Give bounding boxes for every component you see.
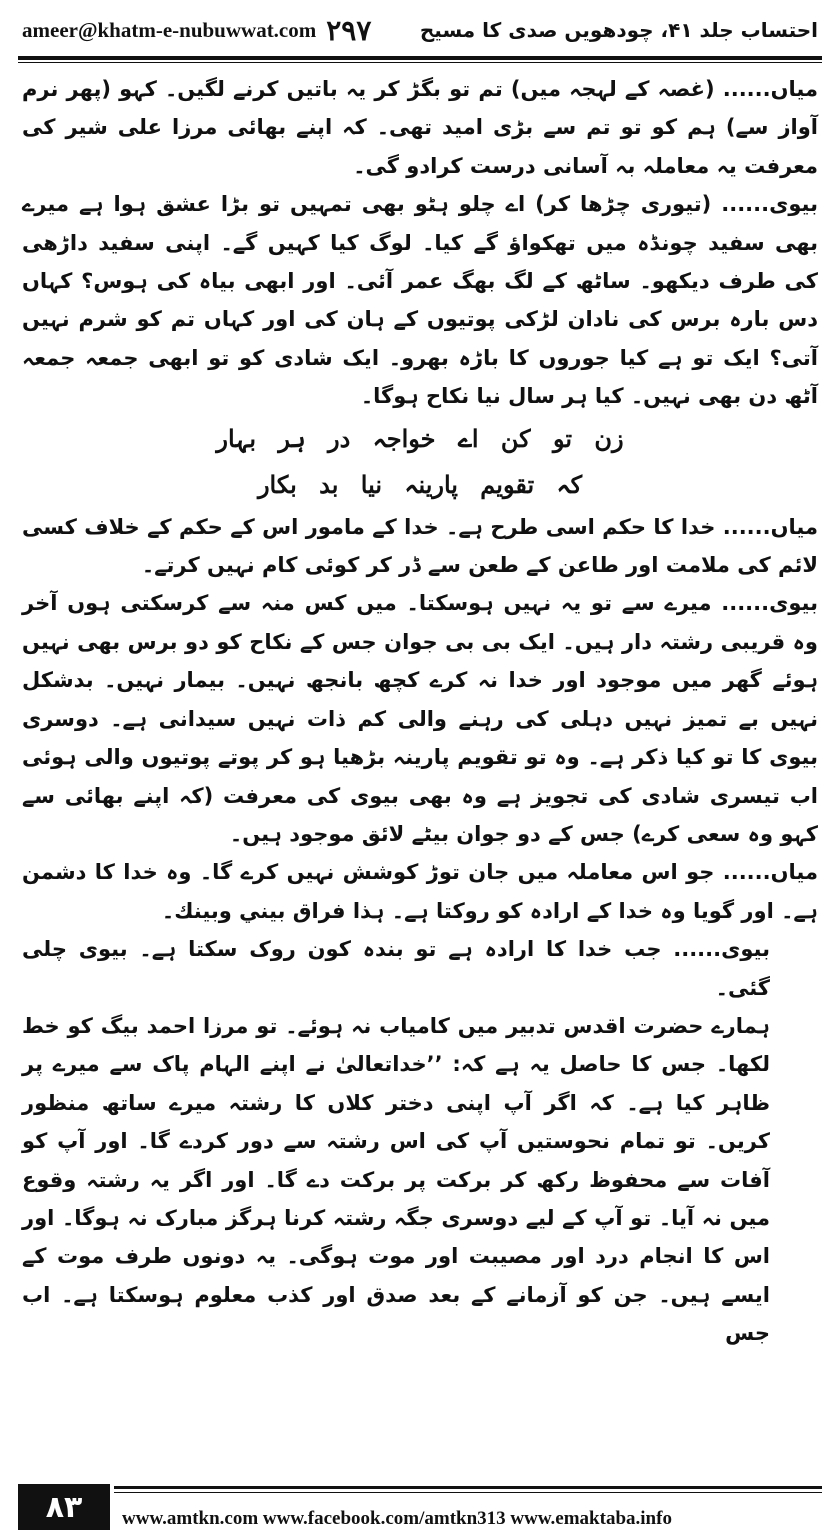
page-footer (18, 1476, 822, 1534)
paragraph-1: میاں...... (غصہ کے لہجہ میں) تم تو بگڑ کر یہ باتیں کرنے لگیں۔ کہو (پھر نرم آواز سے) ہم کو تو تم سے بڑی امید تھی۔ کہ اپنے بھائی مرزا علی شیر کی معرفت یہ معاملہ بہ آسانی درست کرادو گی۔ (22, 77, 818, 178)
paragraph-7: ہمارے حضرت اقدس تدبیر میں کامیاب نہ ہوئے۔ تو مرزا احمد بیگ کو خط لکھا۔ جس کا حاصل یہ ہے کہ: ’’خداتعالیٰ نے اپنے الہام پاک سے میرے پر ظاہر کیا ہے۔ کہ اگر آپ اپنی دختر کلاں کا رشتہ میرے ساتھ منظور کریں۔ تو تمام نحوستیں آپ کی اس رشتہ سے دور کردے گا۔ اور آپ کو آفات سے محفوظ رکھ کر برکت پر برکت دے گا۔ اور اگر یہ رشتہ وقوع میں نہ آیا۔ تو آپ کے لیے دوسری جگہ رشتہ کرنا ہرگز مبارک نہ ہوگا۔ اور اس کا انجام درد اور مصیبت اور موت ہوگی۔ یہ دونوں طرف موت کے ایسے ہیں۔ جن کو آزمانے کے بعد صدق اور کذب معلوم ہوسکتا ہے۔ اب جس (22, 1013, 770, 1346)
header-rule-thick (18, 56, 822, 60)
header-page-number: ۲۹۷ (326, 13, 372, 47)
page-header (22, 10, 818, 50)
header-left (22, 14, 371, 47)
footer-rule-thin (114, 1492, 822, 1493)
paragraph-5: میاں...... جو اس معاملہ میں جان توڑ کوشش نہیں کرے گا۔ وہ خدا کا دشمن ہے۔ اور گویا وہ خدا کے ارادہ کو روکتا ہے۔ ہذا فراق بيني وبينك۔ (22, 860, 818, 923)
footer-rule-thick (114, 1486, 822, 1489)
verse-line-2: کہ تقویم پارینہ نیا بد بکار (257, 469, 583, 499)
paragraph-2: بیوی...... (تیوری چڑھا کر) اے چلو ہٹو بھی تمہیں تو بڑا عشق ہوا ہے میرے بھی سفید چونڈہ میں تھکواؤ گے کیا۔ لوگ کیا کہیں گے۔ اپنی سفید داڑھی کی طرف دیکھو۔ ساٹھ کے لگ بھگ عمر آئی۔ اور ابھی بیاہ کی ہوس؟ کہاں دس بارہ برس کی نادان لڑکی پوتیوں کے ہان کی اور کہاں تم کو شرم نہیں آتی؟ ایک تو ہے کیا جوروں کا باڑہ بھرو۔ ایک شادی کو تو ابھی جمعہ جمعہ آٹھ دن بھی نہیں۔ کیا ہر سال نیا نکاح ہوگا۔ (22, 192, 818, 409)
paragraph-3: میاں...... خدا کا حکم اسی طرح ہے۔ خدا کے مامور اس کے حکم کے خلاف کسی لائم کی ملامت اور طاعن کے طعن سے ڈر کر کوئی کام نہیں کرتے۔ (22, 514, 818, 578)
header-email: ameer@khatm-e-nubuwwat.com (22, 17, 317, 42)
header-running-title: احتساب جلد ۴۱، چودھویں صدی کا مسیح (419, 18, 818, 42)
page-body (22, 70, 818, 1462)
header-rule-thin (18, 62, 822, 63)
verse-line-1: زن تو کن اے خواجہ در ہر بہار (216, 423, 624, 453)
paragraph-4: بیوی...... میرے سے تو یہ نہیں ہوسکتا۔ میں کس منہ سے کرسکتی ہوں آخر وہ قریبی رشتہ دار ہیں۔ ایک بی بی جوان جس کے نکاح کو دو برس بھی نہیں ہوئے گھر میں موجود اور خدا نہ کرے کچھ بانجھ نہیں۔ بیمار نہیں۔ بدشکل نہیں بے تمیز نہیں دہلی کی رہنے والی کم ذات نہیں سیدانی ہے۔ دوسری بیوی کا تو کیا ذکر ہے۔ وہ تو تقویم پارینہ بڑھیا ہو کر پوتے پوتیوں والی ہوئی اب تیسری شادی کی تجویز ہے وہ بھی بیوی کی معرفت (کہ اپنے بھائی سے کہو وہ سعی کرے) جس کے دو جوان بیٹے لائق موجود ہیں۔ (22, 591, 818, 846)
paragraph-6: بیوی...... جب خدا کا ارادہ ہے تو بندہ کون روک سکتا ہے۔ بیوی چلی گئی۔ (22, 937, 770, 1000)
footer-links: www.amtkn.com www.facebook.com/amtkn313 www.emaktaba.info (122, 1508, 672, 1529)
footer-page-number: ۸۳ (18, 1484, 110, 1530)
